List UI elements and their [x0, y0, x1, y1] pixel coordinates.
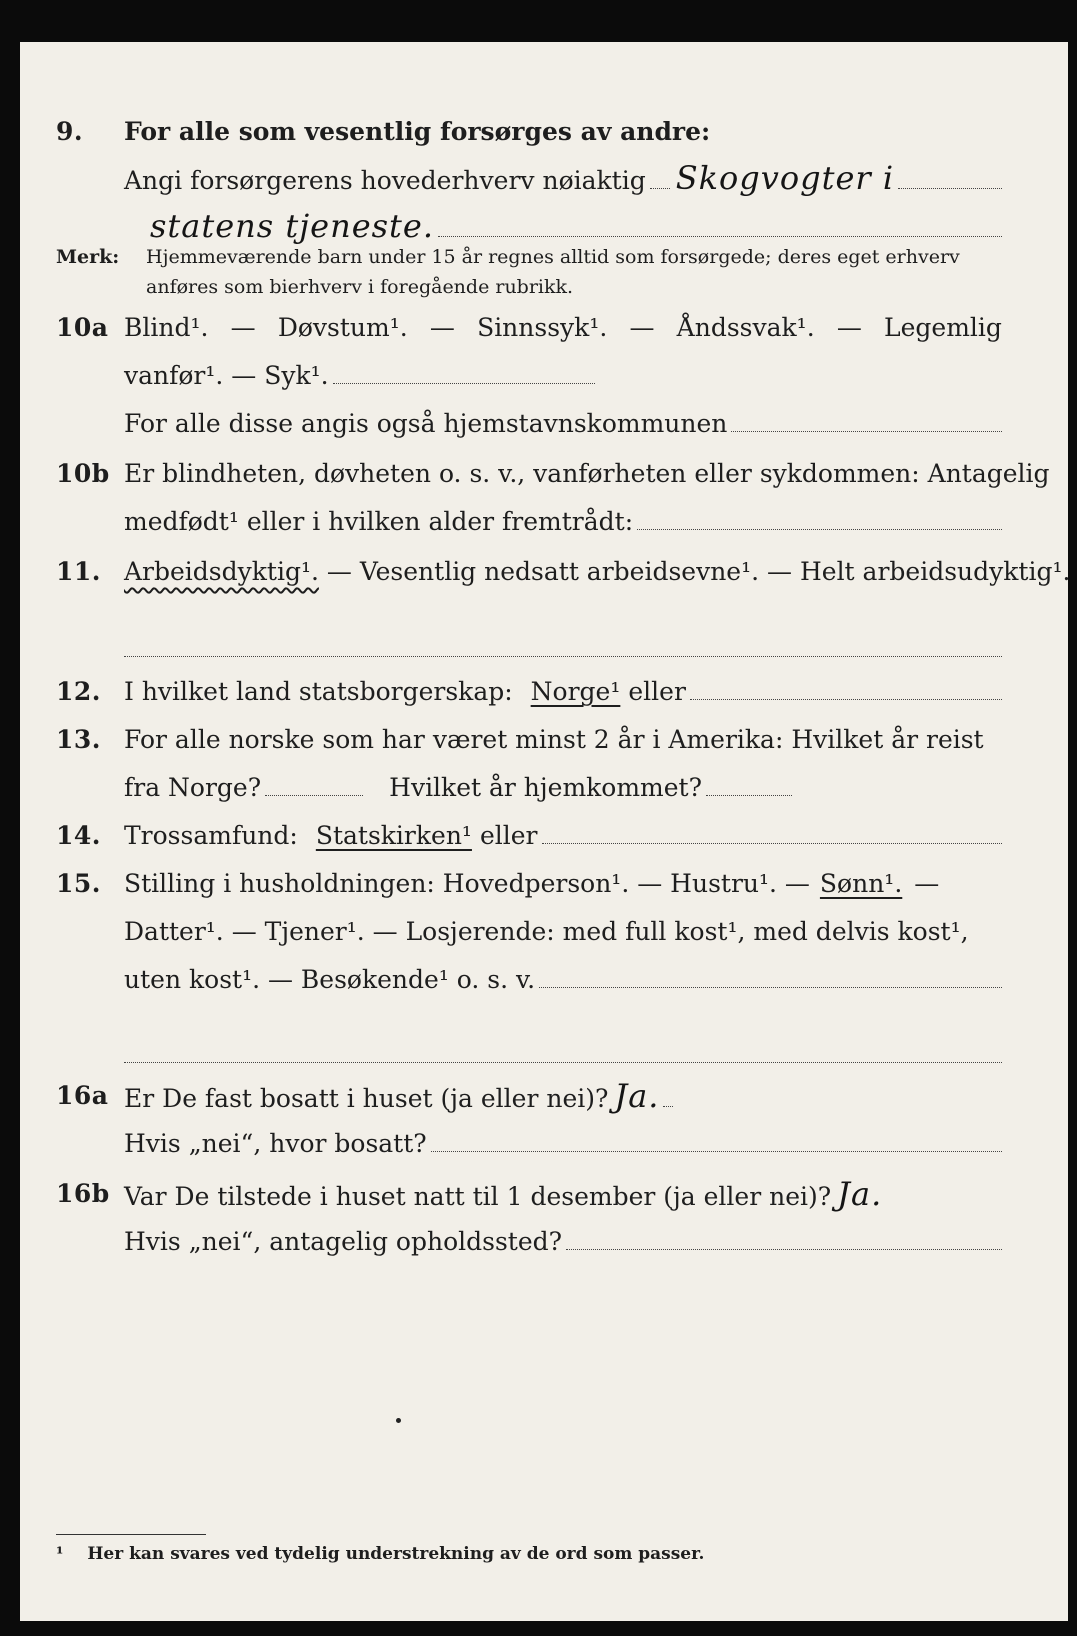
census-form-page — [20, 42, 1071, 1621]
footnote — [56, 1544, 704, 1564]
q9-dotted-fill — [898, 188, 1002, 189]
q13-line2 — [20, 766, 1068, 810]
q10a-option[interactable]: Døvstum¹. — [277, 313, 408, 342]
q12-label: I hvilket land statsborgerskap: — [124, 677, 513, 706]
q10a-hjemstavn-fill[interactable] — [731, 431, 1002, 432]
q12-eller-fill[interactable] — [690, 699, 1002, 700]
q14-label: Trossamfund: — [124, 821, 298, 850]
q15-line2 — [20, 910, 1068, 954]
q16a-line1 — [20, 1074, 1068, 1118]
q10a-option[interactable]: Åndssvak¹. — [676, 313, 815, 342]
q11-line1 — [20, 550, 1071, 594]
q13-hjemkommet-label: Hvilket år hjemkommet? — [389, 773, 703, 802]
q9-dotted-lead — [650, 188, 670, 189]
q13-question: For alle norske som har været minst 2 år i Amerika: Hvilket år reist — [124, 725, 984, 754]
q15-line2-text: Datter¹. — Tjener¹. — Losjerende: med full kost¹, med delvis kost¹, — [124, 917, 969, 946]
q16b-question: Var De tilstede i huset natt til 1 desember (ja eller nei)? — [124, 1182, 832, 1211]
q14-eller: eller — [479, 821, 538, 850]
footnote-text: Her kan svares ved tydelig understrekning av de ord som passer. — [87, 1544, 705, 1564]
q16b-line1 — [20, 1172, 1068, 1216]
q13-number: 13. — [56, 725, 101, 754]
q15-dotted-rule — [124, 1062, 1002, 1063]
q10a-vanfor-syk: vanfør¹. — Syk¹. — [124, 361, 329, 390]
q10a-separator: — — [629, 313, 655, 342]
q10a-line2 — [20, 354, 1068, 398]
q10b-line2 — [20, 500, 1068, 544]
q10b-alder-fill[interactable] — [637, 529, 1002, 530]
merk-text-2: anføres som bierhverv i foregående rubrikk. — [146, 276, 574, 298]
q10a-syk-fill[interactable] — [333, 383, 595, 384]
q15-option-sonn[interactable]: Sønn¹. — [819, 869, 903, 898]
ink-dot — [396, 1418, 401, 1423]
q12-line — [20, 670, 1068, 714]
q16b-line2 — [20, 1220, 1068, 1264]
q13-reist-fill[interactable] — [265, 795, 363, 796]
q9-heading: For alle som vesentlig forsørges av andre: — [124, 117, 711, 146]
q9-label: Angi forsørgerens hovederhverv nøiaktig — [124, 166, 646, 195]
q12-option-norge[interactable]: Norge¹ — [530, 677, 621, 706]
q16b-number: 16b — [56, 1179, 110, 1208]
q11-dotted-rule — [124, 656, 1002, 657]
q10b-alder-label: medfødt¹ eller i hvilken alder fremtrådt: — [124, 507, 634, 536]
q15-line1-dash: — — [914, 869, 940, 898]
q14-line — [20, 814, 1068, 858]
q16b-handwritten-answer[interactable]: Ja. — [837, 1175, 883, 1213]
q9-line1 — [20, 156, 1068, 200]
q12-eller: eller — [628, 677, 686, 706]
q16a-handwritten-answer[interactable]: Ja. — [614, 1077, 660, 1115]
q16a-bosatt-label: Hvis „nei“, hvor bosatt? — [124, 1129, 427, 1158]
q13-reist-label: fra Norge? — [124, 773, 262, 802]
q10b-question: Er blindheten, døvheten o. s. v., vanførheten eller sykdommen: Antagelig — [124, 459, 1050, 488]
q16b-opholdssted-fill[interactable] — [566, 1249, 1002, 1250]
q10a-hjemstavn-label: For alle disse angis også hjemstavnskommunen — [124, 409, 728, 438]
q9-number: 9. — [56, 117, 84, 146]
q16a-line2 — [20, 1122, 1068, 1166]
q15-osv-fill[interactable] — [539, 987, 1002, 988]
q16a-number: 16a — [56, 1081, 109, 1110]
q15-line3 — [20, 958, 1068, 1002]
q12-number: 12. — [56, 677, 101, 706]
merk-text-1: Hjemmeværende barn under 15 år regnes alltid som forsørgede; deres eget erhverv — [146, 246, 960, 268]
q16b-opholdssted-label: Hvis „nei“, antagelig opholdssted? — [124, 1227, 563, 1256]
q11-other-options[interactable]: — Vesentlig nedsatt arbeidsevne¹. — Helt arbeidsudyktig¹. — [326, 557, 1071, 586]
q9-handwritten-answer-1[interactable]: Skogvogter i — [675, 159, 895, 197]
q9-dotted-fill-2 — [438, 236, 1002, 237]
q10a-number: 10a — [56, 313, 109, 342]
q16a-bosatt-fill[interactable] — [431, 1151, 1002, 1152]
q14-option-statskirken[interactable]: Statskirken¹ — [315, 821, 472, 850]
q13-hjemkommet-fill[interactable] — [706, 795, 792, 796]
q10a-line3 — [20, 402, 1068, 446]
q15-line3-text: uten kost¹. — Besøkende¹ o. s. v. — [124, 965, 536, 994]
q10a-options — [124, 306, 1002, 350]
q14-eller-fill[interactable] — [542, 843, 1003, 844]
q10a-separator: — — [836, 313, 862, 342]
q13-line1 — [20, 718, 1068, 762]
footnote-mark: ¹ — [56, 1544, 64, 1564]
merk-label: Merk: — [56, 246, 120, 268]
q10b-line1 — [20, 452, 1068, 496]
q15-line1-text: Stilling i husholdningen: Hovedperson¹. — Hustru¹. — — [124, 869, 810, 898]
q10a-line1 — [20, 306, 1068, 350]
q16a-question: Er De fast bosatt i huset (ja eller nei)? — [124, 1084, 609, 1113]
footnote-rule — [56, 1534, 206, 1535]
q10a-option[interactable]: Legemlig — [884, 313, 1002, 342]
q9-handwritten-answer-2[interactable]: statens tjeneste. — [150, 207, 435, 245]
q10a-option[interactable]: Sinnssyk¹. — [477, 313, 608, 342]
q10a-option[interactable]: Blind¹. — [124, 313, 209, 342]
q10a-separator: — — [429, 313, 455, 342]
q9-heading-row — [20, 110, 1068, 154]
q10a-separator: — — [230, 313, 256, 342]
q15-line1 — [20, 862, 1068, 906]
q14-number: 14. — [56, 821, 101, 850]
q11-option-arbeidsdyktig[interactable]: Arbeidsdyktig¹. — [124, 557, 319, 586]
q15-number: 15. — [56, 869, 101, 898]
q10b-number: 10b — [56, 459, 110, 488]
q11-number: 11. — [56, 557, 101, 586]
